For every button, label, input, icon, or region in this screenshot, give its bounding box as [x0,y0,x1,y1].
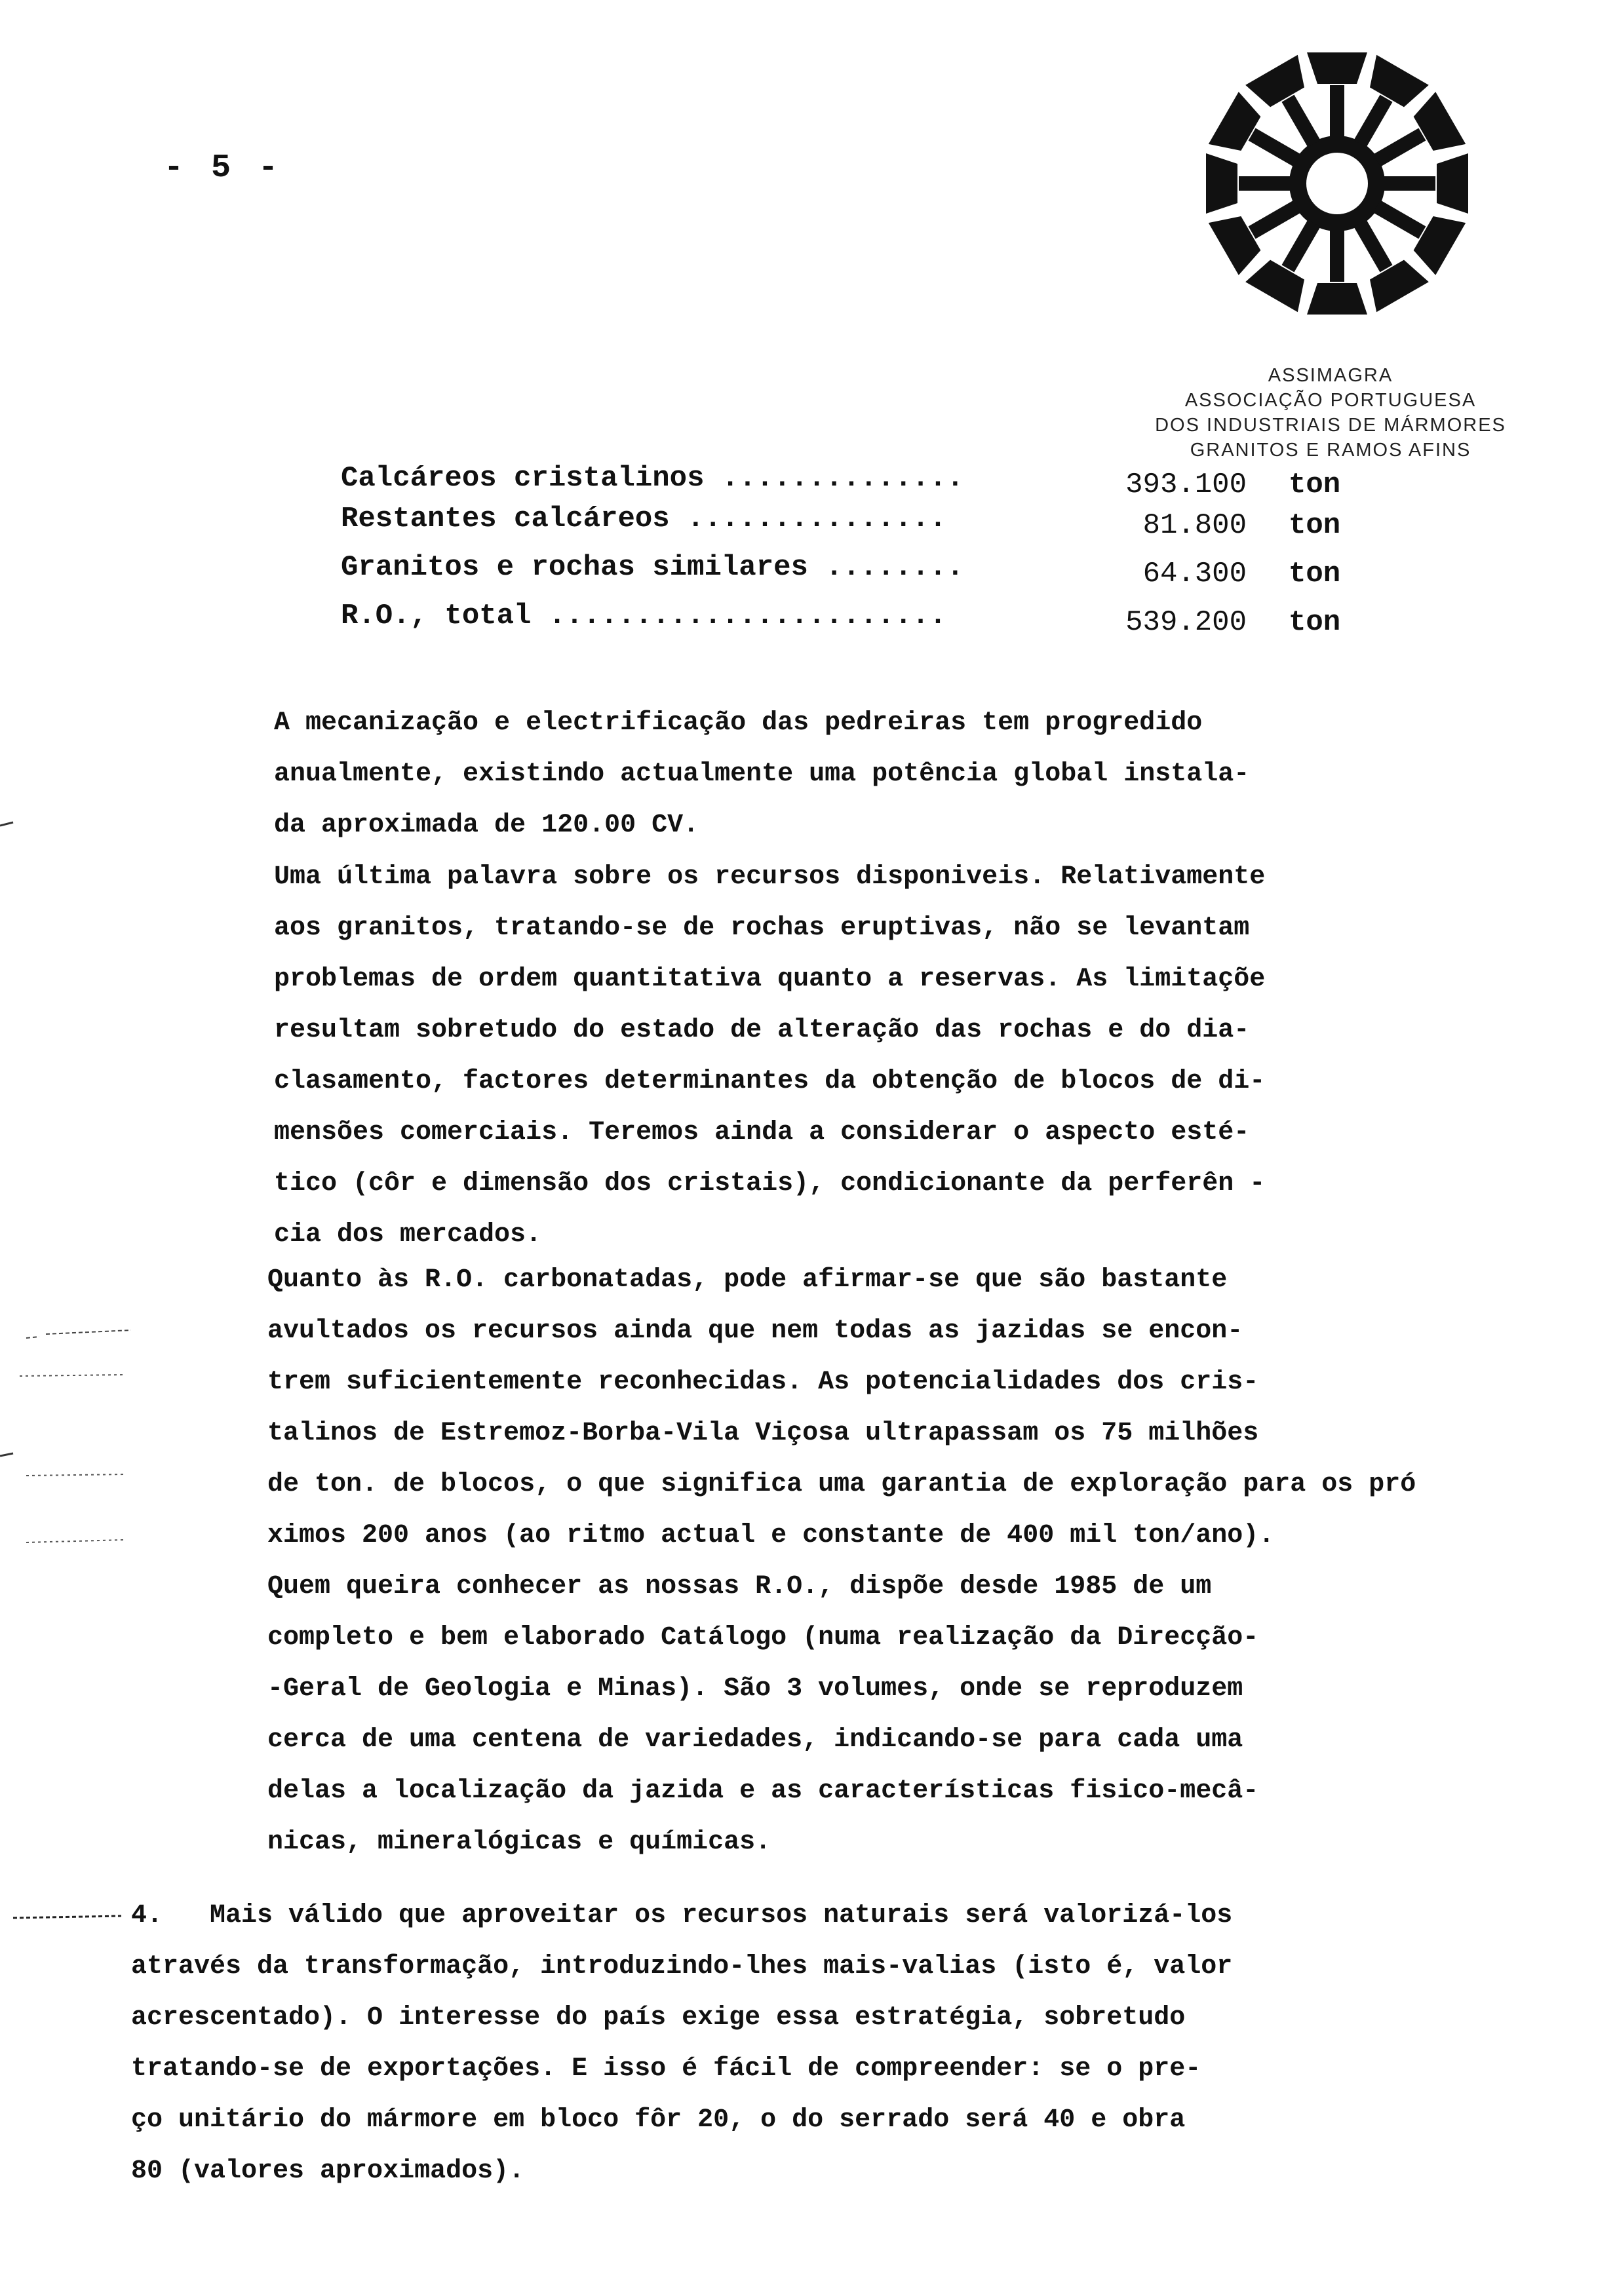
text-line: aos granitos, tratando-se de rochas eruptivas, não se levantam [274,913,1250,943]
production-value: 64.300 [1142,558,1247,590]
margin-marks [0,786,131,1966]
text-line: tico (côr e dimensão dos cristais), condicionante da perferên - [274,1169,1266,1198]
emblem-spoke [1307,52,1367,138]
production-unit: ton [1289,606,1341,639]
text-line: talinos de Estremoz-Borba-Vila Viçosa ultrapassam os 75 milhões [267,1419,1259,1448]
text-line: clasamento, factores determinantes da obtenção de blocos de di- [274,1067,1266,1096]
production-total-row [341,600,1390,640]
paragraph-resources [274,852,1265,1261]
text-line: Quem queira conhecer as nossas R.O., dispõe desde 1985 de um [267,1572,1212,1601]
production-unit: ton [1289,509,1341,542]
production-label: R.O., total ....................... [341,600,947,632]
text-line: avultados os recursos ainda que nem todas as jazidas se encon- [267,1316,1243,1346]
text-line: tratando-se de exportações. E isso é fácil de compreender: se o pre- [131,2054,1201,2084]
emblem-spoke [1383,153,1468,214]
text-line: de ton. de blocos, o que significa uma garantia de exploração para os pró [267,1470,1416,1499]
text-line: -Geral de Geologia e Minas). São 3 volumes, onde se reproduzem [267,1674,1243,1704]
text-line: mensões comerciais. Teremos ainda a considerar o aspecto esté- [274,1118,1250,1147]
text-line: trem suficientemente reconhecidas. As potencialidades dos cris- [267,1368,1259,1397]
emblem-spoke [1206,153,1291,214]
text-line: problemas de ordem quantitativa quanto a reservas. As limitaçõe [274,965,1266,994]
paragraph-carbonates [267,1255,1416,1868]
text-line: nicas, mineralógicas e químicas. [267,1827,771,1857]
text-line: da aproximada de 120.00 CV. [274,811,699,840]
text-line: resultam sobretudo do estado de alteração das rochas e do dia- [274,1016,1250,1045]
assimagra-logo [1101,39,1560,461]
text-line: completo e bem elaborado Catálogo (numa realização da Direcção- [267,1623,1259,1653]
production-label: Granitos e rochas similares ........ [341,551,964,584]
production-value: 393.100 [1125,469,1247,501]
production-label: Restantes calcáreos ............... [341,503,947,535]
emblem-ring [1298,144,1376,223]
production-unit: ton [1289,469,1341,501]
item-4 [131,1890,1232,2197]
text-line: delas a localização da jazida e as características fisico-mecâ- [267,1776,1259,1806]
production-row [341,503,1390,543]
production-table [341,462,1390,640]
assimagra-emblem-icon [1199,39,1475,328]
item-number: 4. [131,1901,163,1930]
logo-caption-line: ASSOCIAÇÃO PORTUGUESA [1184,390,1477,411]
text-line: A mecanização e electrificação das pedreiras tem progredido [274,708,1203,738]
text-line: acrescentado). O interesse do país exige essa estratégia, sobretudo [131,2003,1186,2033]
text-line: através da transformação, introduzindo-lhes mais-valias (isto é, valor [131,1952,1233,1981]
page-number: - 5 - [164,149,282,187]
text-line: cia dos mercados. [274,1220,542,1250]
production-row [341,462,1390,503]
text-line: anualmente, existindo actualmente uma potência global instala- [274,759,1250,789]
production-label: Calcáreos cristalinos .............. [341,462,964,495]
emblem-spoke [1307,229,1367,315]
text-line: 80 (valores aproximados). [131,2156,525,2186]
production-value: 539.200 [1125,606,1247,639]
text-line: Uma última palavra sobre os recursos disponiveis. Relativamente [274,862,1266,892]
paragraph-mechanization [274,698,1249,851]
logo-caption-line: GRANITOS E RAMOS AFINS [1190,440,1471,461]
text-line: Mais válido que aproveitar os recursos naturais será valorizá-los [210,1901,1233,1930]
production-row [341,551,1390,592]
text-line: ximos 200 anos (ao ritmo actual e constante de 400 mil ton/ano). [267,1521,1275,1550]
logo-caption-line: DOS INDUSTRIAIS DE MÁRMORES [1155,415,1506,436]
text-line: ço unitário do mármore em bloco fôr 20, o do serrado será 40 e obra [131,2105,1186,2135]
text-line: cerca de uma centena de variedades, indicando-se para cada uma [267,1725,1243,1755]
logo-caption [1101,363,1560,463]
text-line: Quanto às R.O. carbonatadas, pode afirmar-se que são bastante [267,1265,1228,1295]
logo-caption-line: ASSIMAGRA [1268,365,1393,386]
production-unit: ton [1289,558,1341,590]
production-value: 81.800 [1142,509,1247,542]
